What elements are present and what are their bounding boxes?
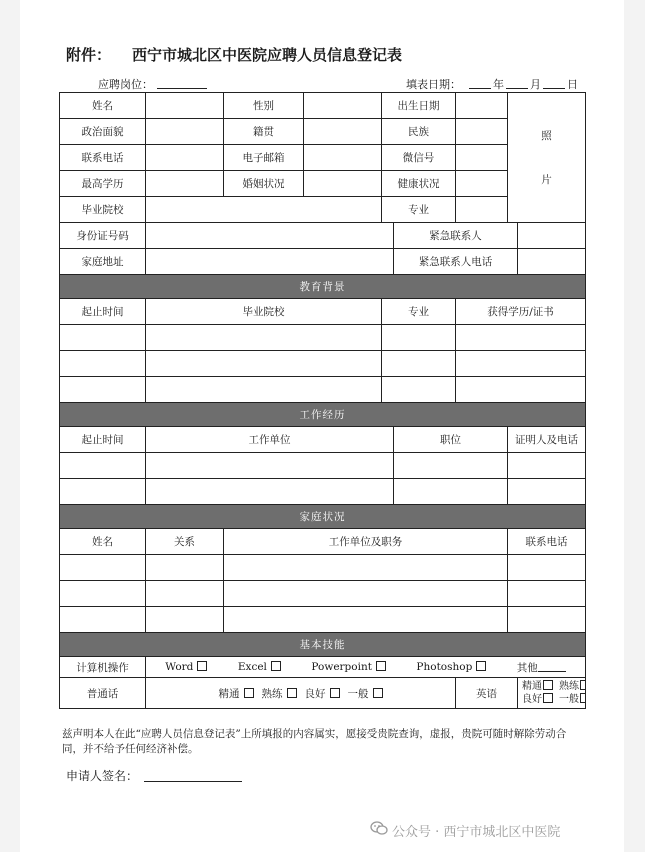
family-row [60, 581, 586, 607]
document-title [66, 44, 402, 65]
label-education: 最高学历 [60, 171, 146, 197]
family-cell[interactable] [224, 555, 508, 581]
edu-header-major: 专业 [382, 299, 456, 325]
option-excel[interactable] [238, 661, 281, 673]
english-options [518, 678, 586, 709]
photo-box[interactable] [508, 93, 586, 223]
edu-header-school: 毕业院校 [146, 299, 382, 325]
mandarin-option-basic[interactable] [348, 686, 383, 701]
form-meta-row [98, 74, 586, 92]
edu-cell[interactable] [146, 351, 382, 377]
option-other[interactable] [517, 660, 566, 675]
family-cell[interactable] [146, 607, 224, 633]
edu-cell[interactable] [456, 351, 586, 377]
input-ethnicity[interactable] [456, 119, 508, 145]
edu-cell[interactable] [382, 325, 456, 351]
edu-cell[interactable] [60, 325, 146, 351]
family-cell[interactable] [508, 581, 586, 607]
label-marital: 婚姻状况 [224, 171, 304, 197]
section-family: 家庭状况 [60, 505, 586, 529]
input-phone[interactable] [146, 145, 224, 171]
checkbox-mandarin-fluent[interactable] [244, 688, 254, 698]
month-blank [506, 77, 528, 89]
mandarin-basic-label: 一般 [347, 687, 369, 700]
input-email[interactable] [304, 145, 382, 171]
label-email: 电子邮箱 [224, 145, 304, 171]
label-mandarin: 普通话 [60, 678, 146, 709]
english-option-proficient[interactable] [559, 681, 586, 692]
checkbox-mandarin-good[interactable] [330, 688, 340, 698]
edu-cell[interactable] [60, 351, 146, 377]
edu-cell[interactable] [382, 351, 456, 377]
input-marital[interactable] [304, 171, 382, 197]
family-header-name: 姓名 [60, 529, 146, 555]
photo-spacer [508, 147, 585, 169]
edu-cell[interactable] [456, 325, 586, 351]
option-word-label: Word [165, 661, 194, 673]
family-cell[interactable] [60, 555, 146, 581]
post-label: 应聘岗位： [98, 78, 153, 91]
work-header-period: 起止时间 [60, 427, 146, 453]
label-school: 毕业院校 [60, 197, 146, 223]
checkbox-english-proficient[interactable] [580, 680, 586, 690]
work-cell[interactable] [146, 479, 394, 505]
label-wechat: 微信号 [382, 145, 456, 171]
input-education[interactable] [146, 171, 224, 197]
option-photoshop-label: Photoshop [416, 661, 473, 673]
checkbox-powerpoint[interactable] [376, 661, 386, 671]
input-school[interactable] [146, 197, 382, 223]
edu-cell[interactable] [146, 325, 382, 351]
option-other-label: 其他 [516, 661, 538, 674]
label-english: 英语 [456, 678, 518, 709]
label-emergency-contact: 紧急联系人 [394, 223, 518, 249]
month-label: 月 [530, 78, 541, 91]
english-row-1 [522, 680, 585, 693]
year-blank [469, 77, 491, 89]
work-cell[interactable] [508, 453, 586, 479]
work-row [60, 453, 586, 479]
input-emergency-phone[interactable] [518, 249, 586, 275]
family-cell[interactable] [224, 581, 508, 607]
work-cell[interactable] [508, 479, 586, 505]
work-row [60, 479, 586, 505]
mandarin-option-fluent[interactable] [219, 686, 254, 701]
edu-cell[interactable] [382, 377, 456, 403]
work-cell[interactable] [394, 479, 508, 505]
wechat-icon [370, 820, 388, 840]
family-header-relation: 关系 [146, 529, 224, 555]
checkbox-photoshop[interactable] [476, 661, 486, 671]
photo-label-1: 照 [541, 129, 552, 142]
label-major: 专业 [382, 197, 456, 223]
section-skills: 基本技能 [60, 633, 586, 657]
label-birth: 出生日期 [382, 93, 456, 119]
input-political[interactable] [146, 119, 224, 145]
day-blank [543, 77, 565, 89]
signature-field [66, 767, 242, 784]
family-cell[interactable] [146, 581, 224, 607]
section-work: 工作经历 [60, 403, 586, 427]
label-origin: 籍贯 [224, 119, 304, 145]
english-option-fluent[interactable] [522, 681, 553, 692]
edu-cell[interactable] [456, 377, 586, 403]
mandarin-good-label: 良好 [304, 687, 326, 700]
checkbox-mandarin-proficient[interactable] [287, 688, 297, 698]
edu-row [60, 377, 586, 403]
input-wechat[interactable] [456, 145, 508, 171]
checkbox-mandarin-basic[interactable] [373, 688, 383, 698]
computer-options [146, 657, 586, 678]
family-cell[interactable] [146, 555, 224, 581]
family-header-employer: 工作单位及职务 [224, 529, 508, 555]
watermark-text: 公众号 · 西宁市城北区中医院 [392, 824, 561, 840]
family-row [60, 555, 586, 581]
checkbox-excel[interactable] [271, 661, 281, 671]
option-powerpoint[interactable] [311, 661, 386, 673]
option-photoshop[interactable] [416, 661, 486, 673]
mandarin-options [146, 678, 456, 709]
english-proficient-label: 熟练 [559, 681, 579, 692]
section-education: 教育背景 [60, 275, 586, 299]
option-excel-label: Excel [237, 661, 267, 673]
signature-blank[interactable] [144, 767, 242, 782]
edu-row [60, 351, 586, 377]
registration-form-table [59, 92, 586, 709]
edu-header-degree: 获得学历/证书 [456, 299, 586, 325]
form-title: 西宁市城北区中医院应聘人员信息登记表 [132, 46, 403, 64]
input-emergency-contact[interactable] [518, 223, 586, 249]
mandarin-option-good[interactable] [305, 686, 340, 701]
work-header-position: 职位 [394, 427, 508, 453]
english-basic-label: 一般 [559, 694, 579, 705]
family-cell[interactable] [60, 607, 146, 633]
input-gender[interactable] [304, 93, 382, 119]
english-fluent-label: 精通 [522, 681, 542, 692]
other-blank[interactable] [538, 661, 566, 672]
label-phone: 联系电话 [60, 145, 146, 171]
edu-row [60, 325, 586, 351]
option-word[interactable] [165, 661, 207, 673]
english-option-basic[interactable] [559, 694, 586, 705]
label-gender: 性别 [224, 93, 304, 119]
label-address: 家庭地址 [60, 249, 146, 275]
family-row [60, 607, 586, 633]
label-political: 政治面貌 [60, 119, 146, 145]
label-ethnicity: 民族 [382, 119, 456, 145]
declaration-text: 兹声明本人在此“应聘人员信息登记表”上所填报的内容属实，愿接受贵院查询，虚报，贵院可随时解除劳动合同，并不给予任何经济补偿。 [62, 728, 567, 755]
mandarin-proficient-label: 熟练 [261, 687, 283, 700]
label-name: 姓名 [60, 93, 146, 119]
checkbox-english-fluent[interactable] [543, 680, 553, 690]
english-option-good[interactable] [522, 694, 553, 705]
family-cell[interactable] [224, 607, 508, 633]
signature-label: 申请人签名： [66, 769, 139, 783]
input-major[interactable] [456, 197, 508, 223]
family-cell[interactable] [508, 607, 586, 633]
input-birth[interactable] [456, 93, 508, 119]
photo-label-2: 片 [541, 173, 552, 186]
work-cell[interactable] [60, 453, 146, 479]
label-computer: 计算机操作 [60, 657, 146, 678]
work-cell[interactable] [394, 453, 508, 479]
work-cell[interactable] [146, 453, 394, 479]
edu-cell[interactable] [60, 377, 146, 403]
family-cell[interactable] [60, 581, 146, 607]
work-header-employer: 工作单位 [146, 427, 394, 453]
label-health: 健康状况 [382, 171, 456, 197]
checkbox-english-good[interactable] [543, 693, 553, 703]
work-cell[interactable] [60, 479, 146, 505]
year-label: 年 [493, 78, 504, 91]
family-cell[interactable] [508, 555, 586, 581]
mandarin-option-proficient[interactable] [262, 686, 297, 701]
input-id-number[interactable] [146, 223, 394, 249]
checkbox-english-basic[interactable] [580, 693, 586, 703]
input-name[interactable] [146, 93, 224, 119]
english-row-2 [522, 693, 585, 706]
day-label: 日 [567, 78, 578, 91]
work-header-reference: 证明人及电话 [508, 427, 586, 453]
label-emergency-phone: 紧急联系人电话 [394, 249, 518, 275]
family-header-phone: 联系电话 [508, 529, 586, 555]
post-blank [157, 77, 207, 89]
mandarin-fluent-label: 精通 [218, 687, 240, 700]
post-field [98, 76, 207, 92]
date-label: 填表日期： [406, 78, 461, 91]
watermark [370, 820, 560, 840]
checkbox-word[interactable] [197, 661, 207, 671]
option-powerpoint-label: Powerpoint [311, 661, 372, 673]
label-id-number: 身份证号码 [60, 223, 146, 249]
edu-header-period: 起止时间 [60, 299, 146, 325]
input-health[interactable] [456, 171, 508, 197]
attachment-label: 附件： [66, 46, 112, 64]
input-origin[interactable] [304, 119, 382, 145]
edu-cell[interactable] [146, 377, 382, 403]
date-field [406, 76, 578, 92]
input-address[interactable] [146, 249, 394, 275]
english-good-label: 良好 [522, 694, 542, 705]
